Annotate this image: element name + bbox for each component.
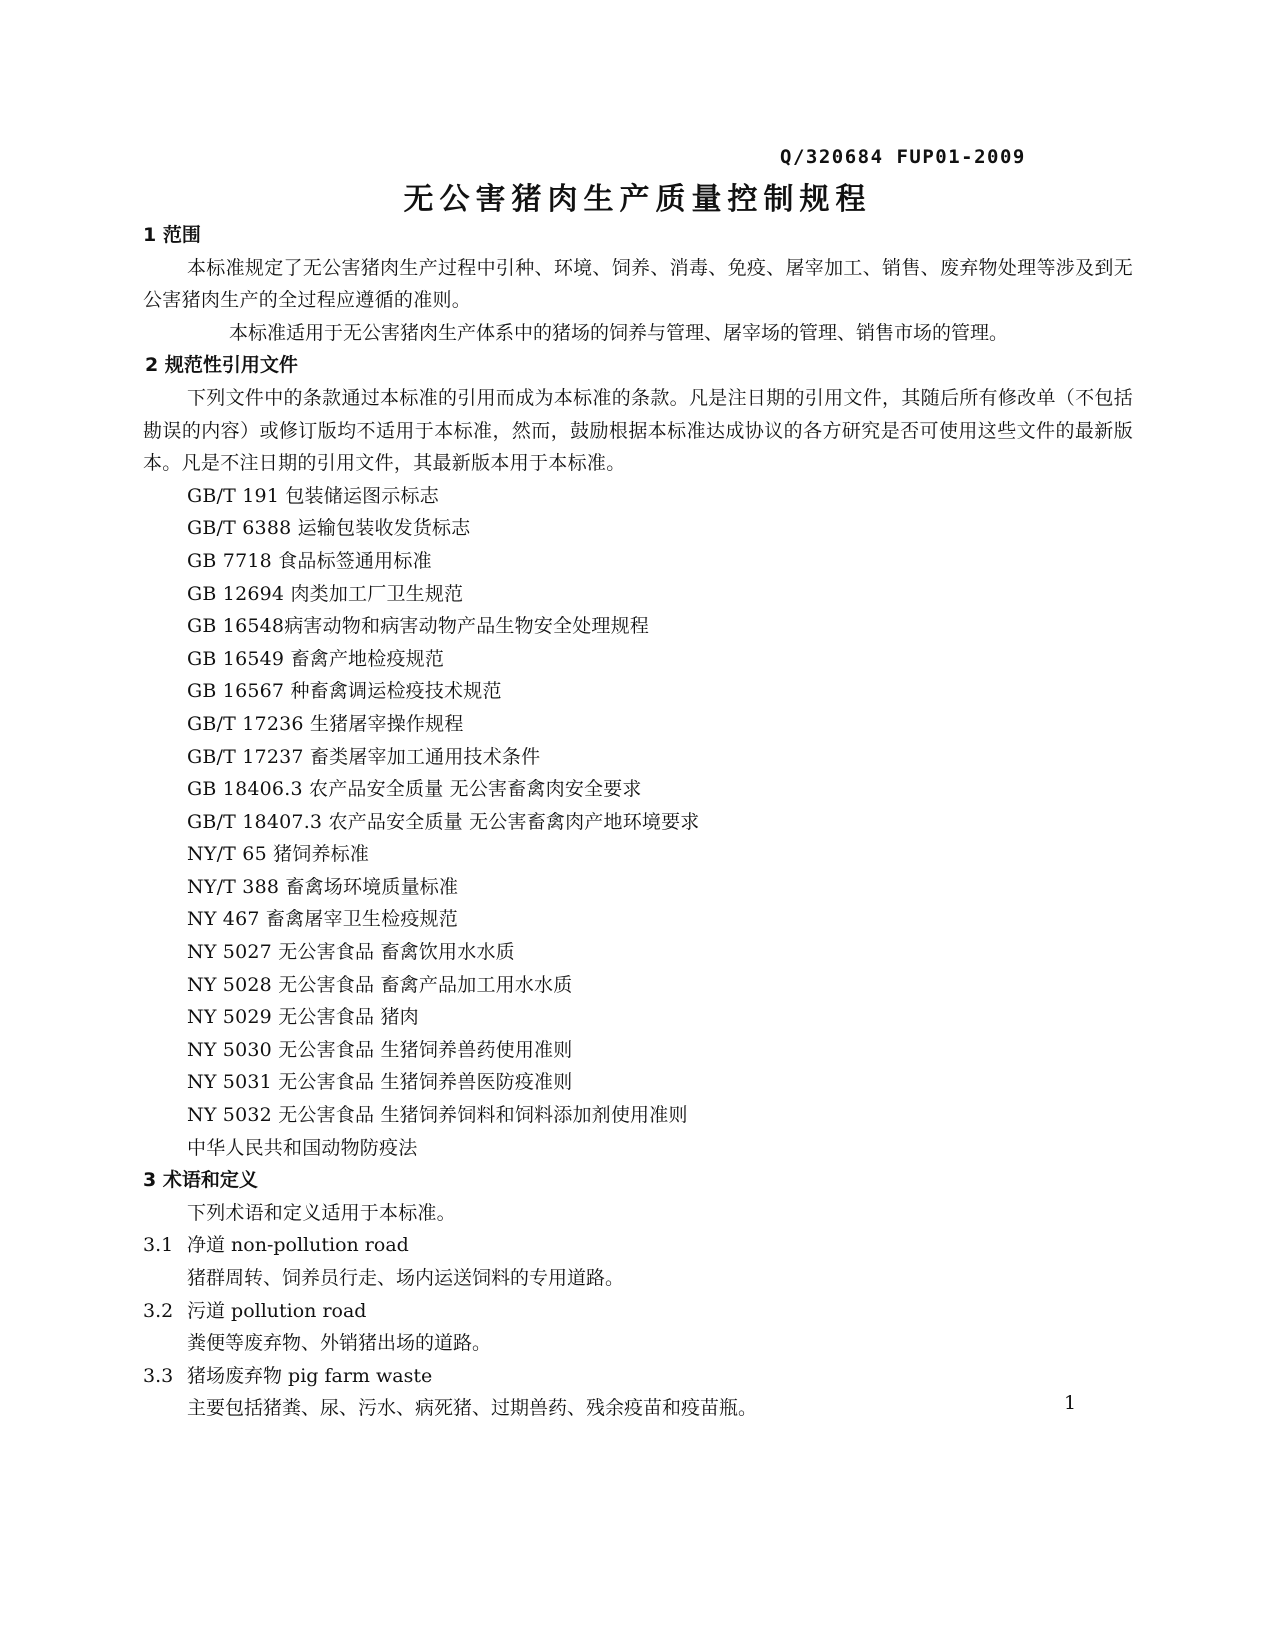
reference-item: NY/T 65 猪饲养标准	[187, 843, 370, 866]
reference-item: NY 467 畜禽屠宰卫生检疫规范	[187, 908, 458, 931]
term-number: 3.1	[143, 1234, 174, 1257]
reference-item: NY/T 388 畜禽场环境质量标准	[187, 875, 459, 898]
term-entry	[143, 1295, 1133, 1360]
section-heading-references: 2 规范性引用文件	[145, 354, 298, 377]
reference-item: GB/T 17237 畜类屠宰加工通用技术条件	[187, 745, 541, 768]
reference-item: GB 16549 畜禽产地检疫规范	[187, 647, 445, 670]
reference-item: GB 12694 肉类加工厂卫生规范	[187, 582, 464, 605]
reference-list	[143, 480, 1133, 1164]
reference-item: GB 16567 种畜禽调运检疫技术规范	[187, 680, 502, 703]
reference-item: GB/T 18407.3 农产品安全质量 无公害畜禽肉产地环境要求	[187, 810, 700, 833]
page-number: 1	[1064, 1392, 1077, 1414]
section-heading-terms: 3 术语和定义	[143, 1169, 258, 1192]
references-intro: 下列文件中的条款通过本标准的引用而成为本标准的条款。凡是注日期的引用文件，其随后所有修改单（不包括勘误的内容）或修订版均不适用于本标准，然而，鼓励根据本标准达成协议的各方研究是否可使用这些文件的最新版本。凡是不注日期的引用文件，其最新版本用于本标准。	[143, 386, 1133, 475]
reference-item: GB 16548病害动物和病害动物产品生物安全处理规程	[187, 615, 650, 638]
reference-item: NY 5030 无公害食品 生猪饲养兽药使用准则	[187, 1038, 573, 1061]
section-heading-scope: 1 范围	[143, 224, 201, 246]
term-definition: 主要包括猪粪、尿、污水、病死猪、过期兽药、残余疫苗和疫苗瓶。	[187, 1397, 758, 1420]
term-definition: 粪便等废弃物、外销猪出场的道路。	[187, 1332, 492, 1355]
term-heading	[143, 1360, 1133, 1393]
scope-paragraph-1: 本标准规定了无公害猪肉生产过程中引种、环境、饲养、消毒、免疫、屠宰加工、销售、废弃物处理等涉及到无公害猪肉生产的全过程应遵循的准则。	[143, 256, 1133, 312]
reference-item: GB/T 6388 运输包装收发货标志	[187, 517, 471, 540]
reference-item: GB/T 191 包装储运图示标志	[187, 484, 439, 507]
reference-item: NY 5028 无公害食品 畜禽产品加工用水水质	[187, 973, 573, 996]
reference-item: GB/T 17236 生猪屠宰操作规程	[187, 712, 464, 735]
reference-item: 中华人民共和国动物防疫法	[187, 1136, 418, 1159]
document-title: 无公害猪肉生产质量控制规程	[403, 182, 872, 217]
document-code: Q/320684 FUP01-2009	[780, 146, 1026, 168]
term-definition: 猪群周转、饲养员行走、场内运送饲料的专用道路。	[187, 1267, 625, 1289]
terms-intro: 下列术语和定义适用于本标准。	[187, 1201, 456, 1224]
term-heading	[143, 1229, 1133, 1262]
document-body	[143, 219, 1133, 1425]
term-heading	[143, 1295, 1133, 1328]
term-entry	[143, 1229, 1133, 1294]
term-number: 3.3	[143, 1364, 174, 1387]
scope-paragraph-2: 本标准适用于无公害猪肉生产体系中的猪场的饲养与管理、屠宰场的管理、销售市场的管理。	[229, 321, 1009, 344]
reference-item: NY 5029 无公害食品 猪肉	[187, 1006, 419, 1029]
reference-item: NY 5032 无公害食品 生猪饲养饲料和饲料添加剂使用准则	[187, 1104, 688, 1127]
term-name: 净道 non-pollution road	[187, 1234, 409, 1257]
reference-item: NY 5027 无公害食品 畜禽饮用水水质	[187, 941, 515, 964]
reference-item: GB 18406.3 农产品安全质量 无公害畜禽肉安全要求	[187, 778, 642, 801]
term-name: 污道 pollution road	[187, 1299, 367, 1322]
term-entry	[143, 1360, 1133, 1425]
term-name: 猪场废弃物 pig farm waste	[187, 1364, 433, 1387]
reference-item: GB 7718 食品标签通用标准	[187, 549, 432, 572]
reference-item: NY 5031 无公害食品 生猪饲养兽医防疫准则	[187, 1071, 573, 1094]
term-number: 3.2	[143, 1299, 174, 1322]
